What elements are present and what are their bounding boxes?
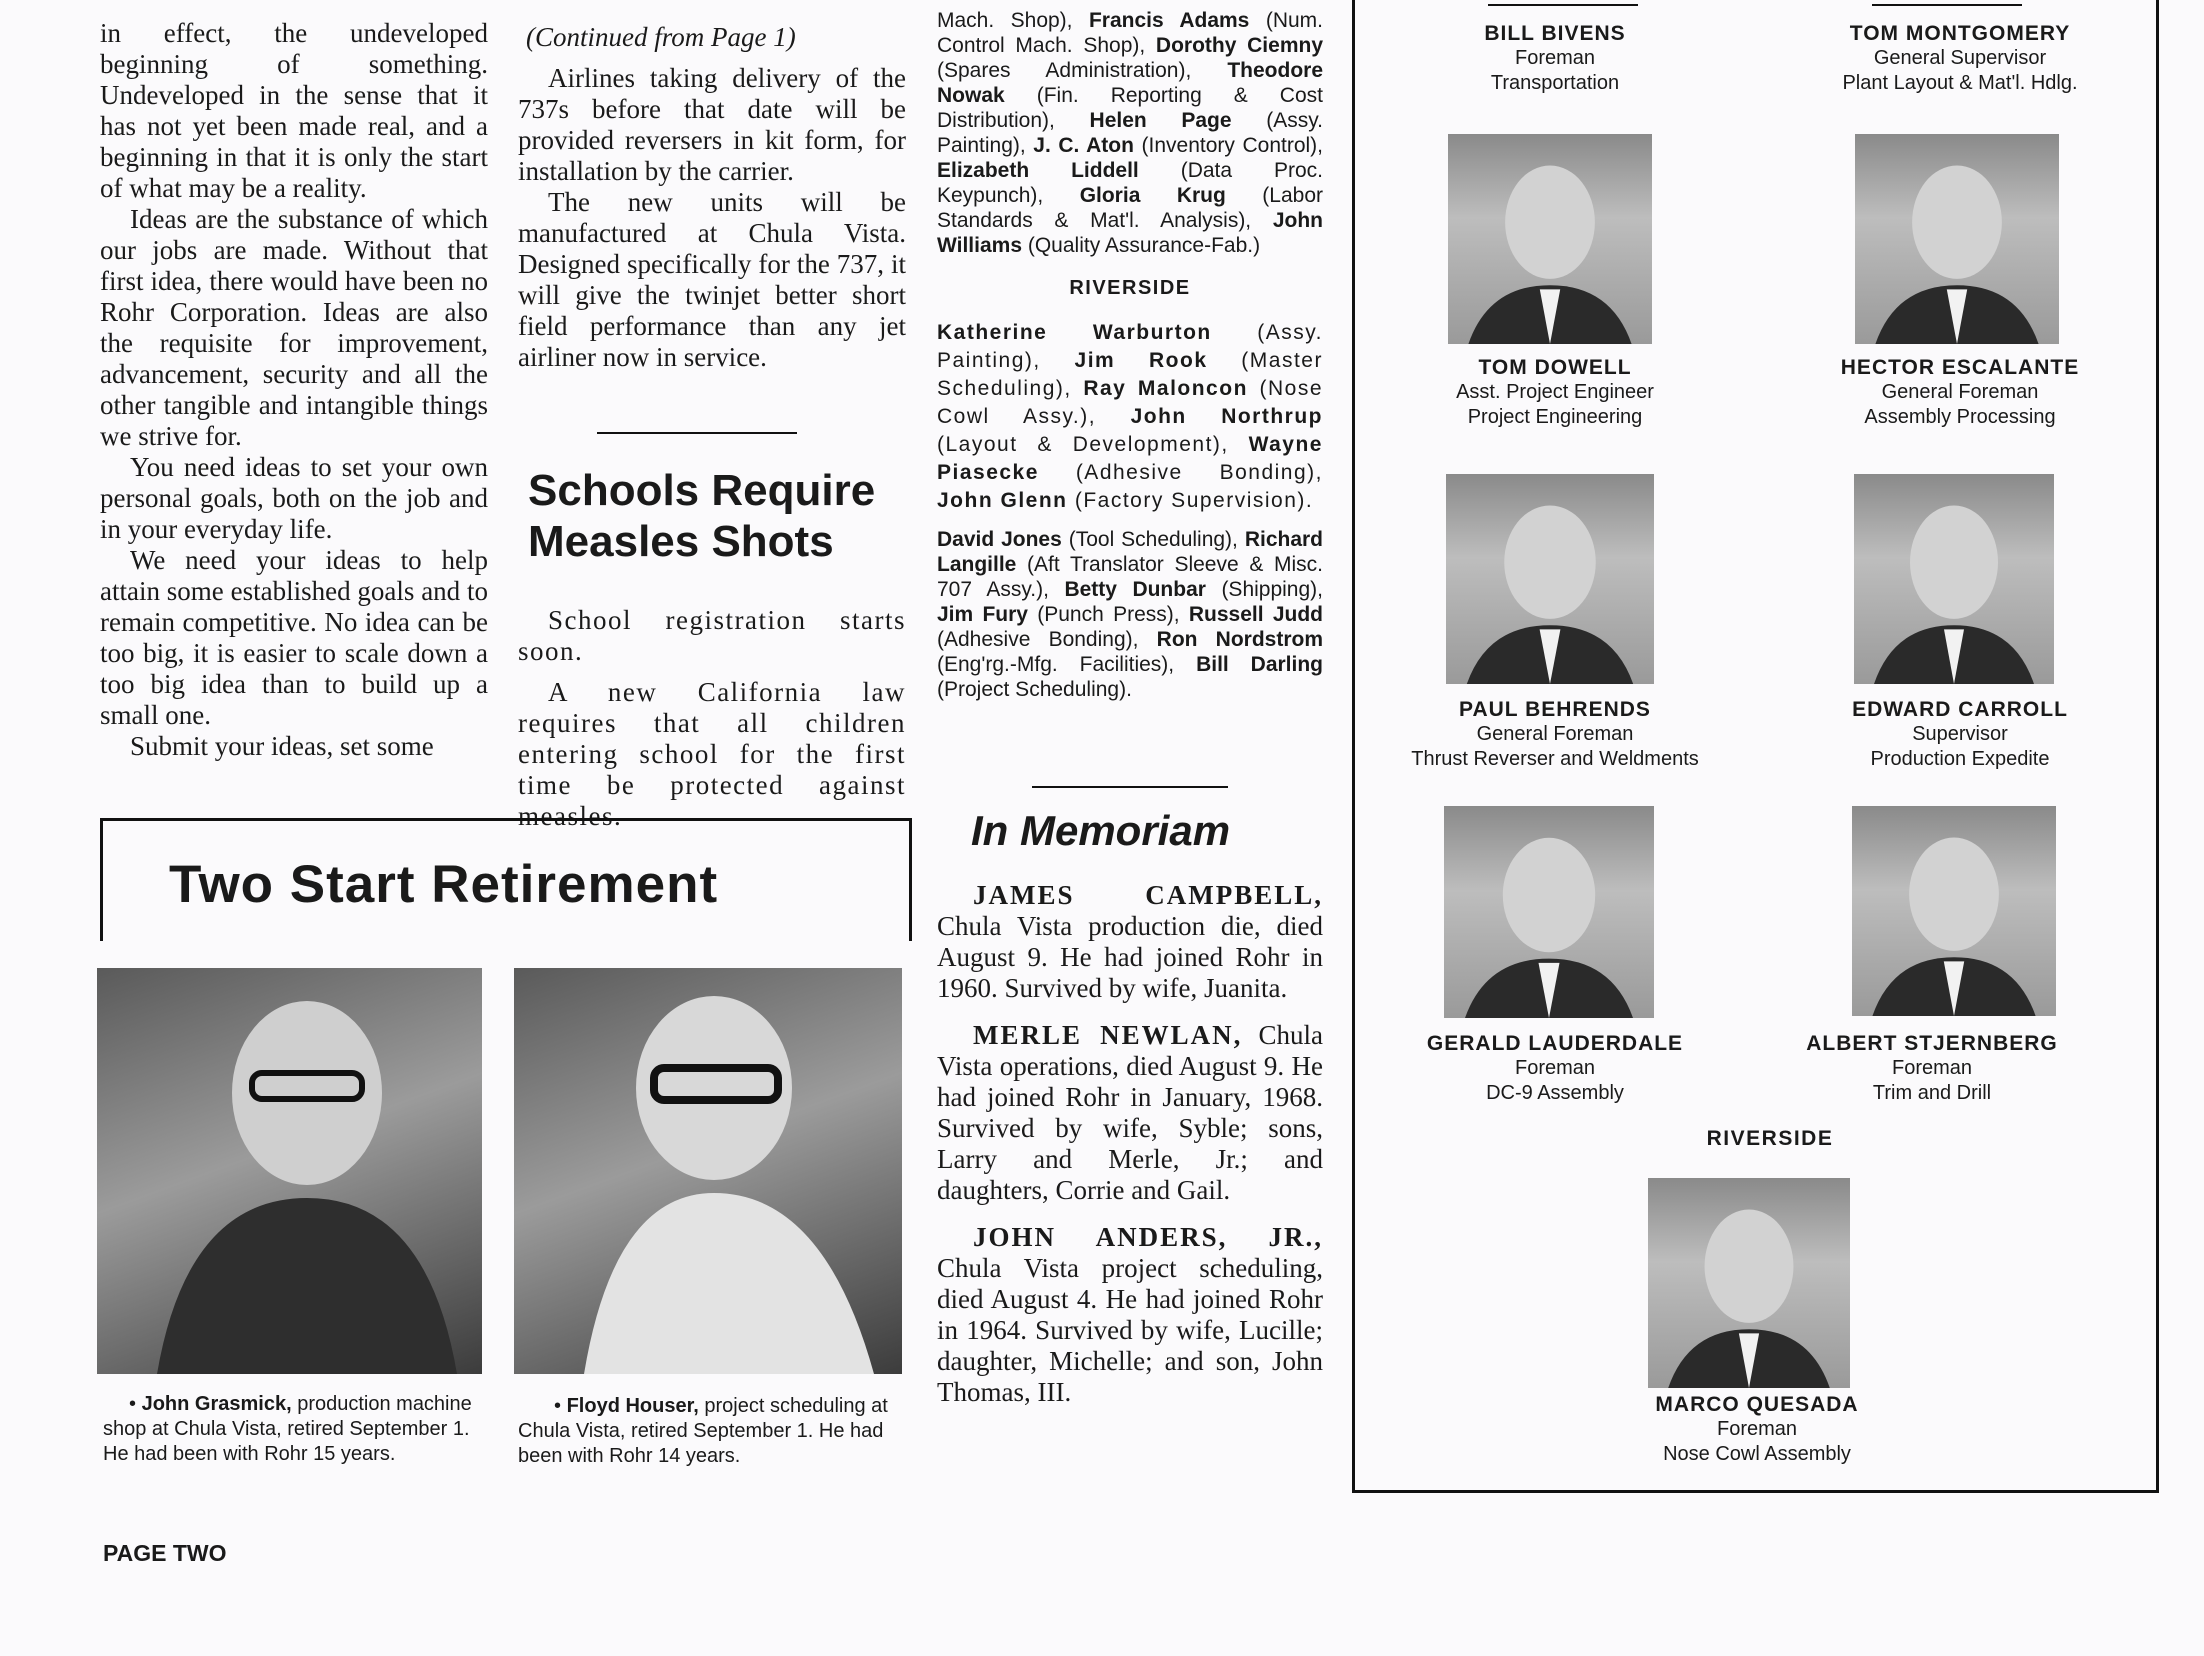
promotion-dept: Transportation — [1490, 72, 1620, 94]
measles-headline-line2: Measles Shots — [528, 517, 834, 566]
memoriam-name: JOHN ANDERS, JR., — [973, 1222, 1323, 1252]
person-department: (Adhesive Bonding), — [937, 628, 1157, 651]
person-name: Elizabeth Liddell — [937, 159, 1139, 182]
promotion-dept: Trim and Drill — [1872, 1082, 1992, 1104]
person-department: (Punch Press), — [1037, 603, 1189, 626]
promotion-title: General Foreman — [1881, 381, 2039, 403]
portrait-photo-icon — [514, 968, 902, 1374]
promotions-riverside-heading: RIVERSIDE — [1706, 1127, 1834, 1150]
promotion-dept: Production Expedite — [1870, 748, 2050, 770]
divider-rule — [597, 432, 797, 434]
retirement-box — [100, 818, 912, 941]
person-department: (Aft Translator Sleeve & Misc. 707 Assy.), — [937, 553, 1323, 601]
person-name: Francis Adams — [1088, 9, 1250, 32]
promotion-entry — [1770, 356, 2150, 430]
promotion-title: Foreman — [1891, 1057, 1973, 1079]
person-name: Ray Maloncon — [1083, 377, 1248, 400]
person-department: (Tool Scheduling), — [1068, 528, 1245, 551]
person-silhouette-icon — [1855, 134, 2059, 344]
measles-headline — [528, 465, 908, 567]
promotion-dept: DC-9 Assembly — [1486, 1082, 1624, 1104]
caption-bullet: • — [129, 1393, 137, 1415]
caption-bullet: • — [554, 1395, 562, 1417]
memoriam-entry — [937, 1020, 1323, 1206]
person-silhouette-icon — [1854, 474, 2054, 684]
person-name: Katherine Warburton — [937, 321, 1212, 344]
person-name: Gloria Krug — [1079, 184, 1226, 207]
person-department: (Master Scheduling), — [937, 349, 1323, 400]
person-name: Jim Fury — [937, 603, 1028, 626]
person-name: Russell Judd — [1188, 603, 1323, 626]
promotion-entry — [1770, 22, 2150, 96]
promotion-name: MARCO QUESADA — [1655, 1393, 1859, 1416]
panel-top-rule — [1872, 4, 2022, 6]
caption-name: Floyd Houser, — [566, 1395, 699, 1417]
person-department: Mach. Shop), — [937, 9, 1089, 32]
promotion-dept: Project Engineering — [1467, 406, 1643, 428]
person-department: (Data Proc. Keypunch), — [937, 159, 1324, 207]
names-column — [937, 8, 1323, 714]
editorial-paragraph: We need your ideas to help attain some established goals and to remain competitive. No idea can be too big, it is easier to scale down a too big idea than to build up a small one. — [100, 545, 488, 730]
memoriam-text: Chula Vista project scheduling, died August 4. He had joined Rohr in 1964. Survived by wife, Lucille; daughter, Michelle; and son, John Thomas, III. — [937, 1253, 1323, 1407]
promotion-name: TOM DOWELL — [1478, 356, 1632, 379]
person-department: (Nose Cowl Assy.), — [937, 377, 1324, 428]
promotion-entry — [1365, 22, 1745, 96]
memoriam-text: Chula Vista production die, died August 9. He had joined Rohr in 1960. Survived by wife, Juanita. — [937, 911, 1323, 1003]
promotion-title: General Foreman — [1476, 723, 1634, 745]
promotion-entry — [1365, 698, 1745, 772]
employee-portrait — [1648, 1178, 1850, 1388]
promotion-entry — [1567, 1393, 1947, 1467]
measles-headline-line1: Schools Require — [528, 466, 876, 515]
person-name: Bill Darling — [1196, 653, 1323, 676]
names-riverside-block — [937, 319, 1323, 515]
grasmick-caption — [103, 1392, 488, 1467]
promotion-dept: Plant Layout & Mat'l. Hdlg. — [1842, 72, 2078, 94]
promotion-title: Foreman — [1716, 1418, 1798, 1440]
promotion-title: Supervisor — [1912, 723, 2008, 745]
employee-portrait — [1852, 806, 2056, 1016]
promotion-name: EDWARD CARROLL — [1852, 698, 2068, 721]
person-department: (Factory Supervision). — [1074, 489, 1314, 512]
person-department: (Num. Control Mach. Shop), — [937, 9, 1323, 57]
person-name: Richard Langille — [937, 528, 1323, 576]
promotion-entry — [1742, 1032, 2122, 1106]
editorial-paragraph: Ideas are the substance of which our jobs are made. Without that first idea, there would have been no Rohr Corporation. Ideas are also the requisite for improvement, advancement, security and all the other tangible and intangible things we strive for. — [100, 204, 488, 451]
promotion-title: Asst. Project Engineer — [1456, 381, 1654, 403]
person-department: (Assy. Painting), — [937, 109, 1323, 157]
names-riverside-heading: RIVERSIDE — [1069, 277, 1191, 299]
memoriam-name: MERLE NEWLAN, — [973, 1020, 1243, 1050]
person-name: J. C. Aton — [1033, 134, 1134, 157]
divider-rule — [1032, 786, 1228, 788]
memoriam-section — [937, 806, 1323, 1424]
memoriam-entry — [937, 880, 1323, 1004]
person-name: Theodore Nowak — [937, 59, 1323, 107]
person-name: Betty Dunbar — [1064, 578, 1206, 601]
person-department: (Spares Administration), — [937, 59, 1228, 82]
person-name: David Jones — [937, 528, 1062, 551]
person-department: (Project Scheduling). — [937, 678, 1132, 701]
promotion-title: Foreman — [1514, 47, 1596, 69]
names-riverside-block — [937, 527, 1323, 702]
person-silhouette-icon — [1648, 1178, 1850, 1388]
memoriam-headline: In Memoriam — [971, 807, 1231, 854]
promotion-name: PAUL BEHRENDS — [1459, 698, 1651, 721]
page-label: PAGE TWO — [103, 1540, 227, 1566]
caption-text: production machine shop at Chula Vista, retired September 1. He had been with Rohr 15 years. — [103, 1393, 472, 1465]
measles-paragraph: A new California law requires that all children entering school for the first time be protected against measles. — [518, 677, 906, 831]
memoriam-text: Chula Vista operations, died August 9. He had joined Rohr in January, 1968. Survived by wife, Syble; sons, Larry and Merle, Jr.; and daughters, Corrie and Gail. — [937, 1020, 1323, 1205]
employee-portrait — [1855, 134, 2059, 344]
memoriam-entries — [937, 880, 1323, 1408]
floyd-houser-photo — [514, 968, 902, 1374]
promotion-dept: Assembly Processing — [1864, 406, 2056, 428]
measles-paragraph: School registration starts soon. — [518, 605, 906, 666]
employee-portrait — [1448, 134, 1652, 344]
promotion-name: GERALD LAUDERDALE — [1426, 1032, 1684, 1055]
employee-portrait — [1446, 474, 1654, 684]
continued-column — [518, 22, 906, 373]
retirement-headline: Two Start Retirement — [169, 855, 719, 914]
promotion-name: TOM MONTGOMERY — [1849, 22, 2071, 45]
person-silhouette-icon — [1852, 806, 2056, 1016]
person-department: (Inventory Control), — [1141, 134, 1324, 157]
person-department: (Quality Assurance-Fab.) — [1027, 234, 1261, 257]
person-department: (Fin. Reporting & Cost Distribution), — [937, 84, 1323, 132]
person-name: John Northrup — [1130, 405, 1324, 428]
panel-top-rule — [1488, 4, 1638, 6]
promotion-entry — [1770, 698, 2150, 772]
houser-caption — [518, 1394, 904, 1469]
editorial-paragraph: Submit your ideas, set some — [130, 731, 434, 761]
names-top-block — [937, 8, 1323, 258]
john-grasmick-photo — [97, 968, 482, 1374]
continued-paragraph: Airlines taking delivery of the 737s before that date will be provided reversers in kit form, for installation by the carrier. — [518, 63, 906, 186]
editorial-paragraph: You need ideas to set your own personal goals, both on the job and in your everyday life. — [100, 452, 488, 544]
continued-paragraph: The new units will be manufactured at Chula Vista. Designed specifically for the 737, it will give the twinjet better short field performance than any jet airliner now in service. — [518, 187, 906, 372]
memoriam-name: JAMES CAMPBELL, — [973, 880, 1323, 910]
person-name: Wayne Piasecke — [937, 433, 1323, 484]
promotion-dept: Nose Cowl Assembly — [1663, 1443, 1851, 1465]
promotion-name: ALBERT STJERNBERG — [1806, 1032, 2058, 1055]
person-name: John Williams — [937, 209, 1323, 257]
editorial-column — [100, 18, 488, 762]
promotion-entry — [1365, 356, 1745, 430]
promotion-title: General Supervisor — [1873, 47, 2047, 69]
person-name: Ron Nordstrom — [1156, 628, 1323, 651]
person-department: (Eng'rg.-Mfg. Facilities), — [937, 653, 1197, 676]
portrait-photo-icon — [97, 968, 482, 1374]
person-department: (Labor Standards & Mat'l. Analysis), — [937, 184, 1323, 232]
promotion-title: Foreman — [1514, 1057, 1596, 1079]
person-department: (Layout & Development), — [937, 433, 1249, 456]
person-name: Jim Rook — [1074, 349, 1208, 372]
employee-portrait — [1854, 474, 2054, 684]
promotion-name: BILL BIVENS — [1484, 22, 1626, 45]
caption-name: John Grasmick, — [141, 1393, 292, 1415]
person-silhouette-icon — [1444, 806, 1654, 1018]
person-department: (Shipping), — [1221, 578, 1323, 601]
person-name: Helen Page — [1089, 109, 1232, 132]
memoriam-entry — [937, 1222, 1323, 1408]
person-department: (Adhesive Bonding), — [1075, 461, 1323, 484]
person-name: John Glenn — [937, 489, 1068, 512]
measles-article — [528, 465, 908, 567]
person-silhouette-icon — [1446, 474, 1654, 684]
person-name: Dorothy Ciemny — [1155, 34, 1323, 57]
editorial-paragraph: in effect, the undeveloped beginning of something. Undeveloped in the sense that it has not yet been made real, and a beginning in that it is only the start of what may be a reality. — [100, 18, 488, 203]
employee-portrait — [1444, 806, 1654, 1018]
person-department: (Assy. Painting), — [937, 321, 1323, 372]
promotion-entry — [1365, 1032, 1745, 1106]
person-silhouette-icon — [1448, 134, 1652, 344]
caption-text: project scheduling at Chula Vista, retired September 1. He had been with Rohr 14 years. — [518, 1395, 888, 1467]
continued-label: (Continued from Page 1) — [526, 22, 796, 52]
promotion-dept: Thrust Reverser and Weldments — [1411, 748, 1699, 770]
promotion-name: HECTOR ESCALANTE — [1840, 356, 2080, 379]
measles-body — [518, 605, 906, 832]
